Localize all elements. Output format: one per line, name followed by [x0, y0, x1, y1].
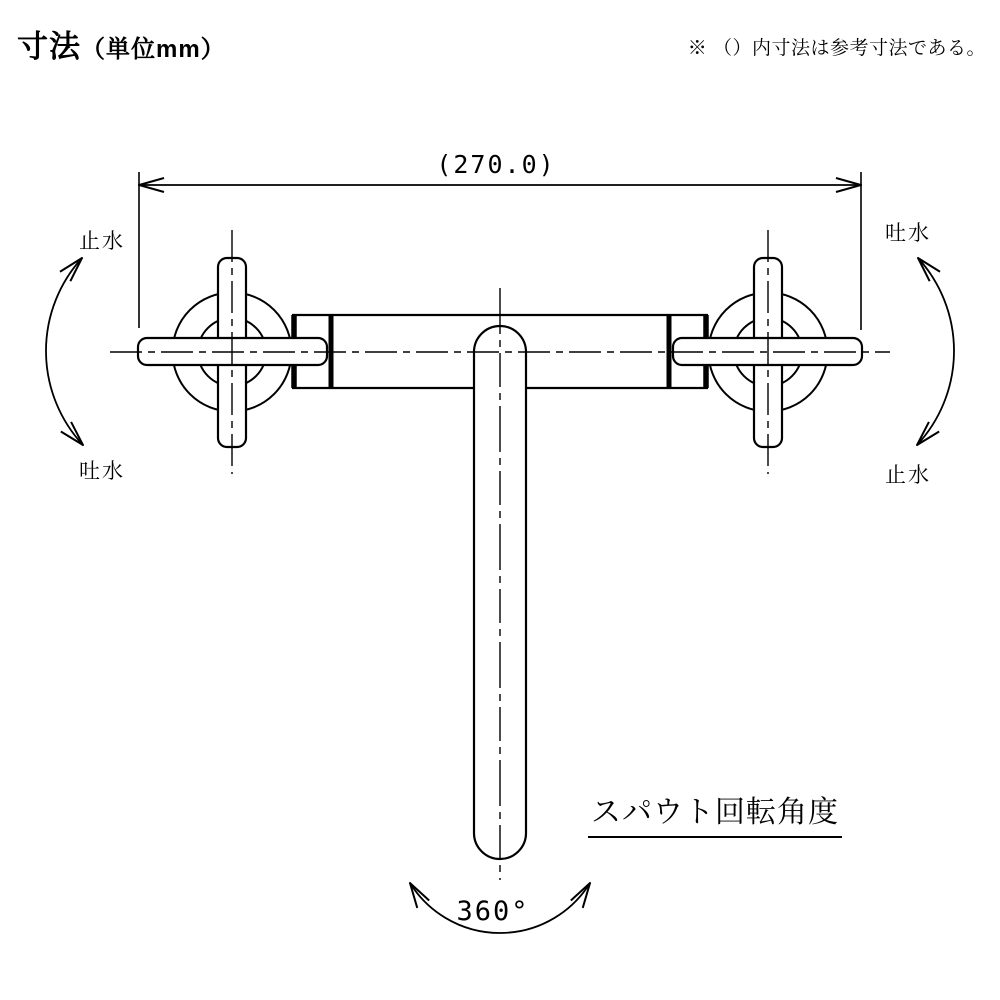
right-handle-bottom-label: 止水	[885, 464, 931, 487]
right-handle-top-label: 吐水	[885, 222, 931, 245]
reference-note: ※ （）内寸法は参考寸法である。	[687, 38, 986, 59]
left-handle-bottom-label: 吐水	[79, 460, 125, 483]
left-handle-top-label: 止水	[79, 230, 125, 253]
right-handle-rotation-arrow	[917, 258, 954, 445]
overall-width-dimension: (270.0)	[436, 150, 556, 179]
spout-rotation-caption: スパウト回転角度	[588, 787, 842, 838]
page-title-text: 寸法	[17, 29, 81, 64]
left-handle-rotation-arrow	[46, 258, 83, 445]
spout-rotation-angle-value: 360°	[456, 896, 530, 927]
page-title	[17, 21, 226, 66]
page-title-unit: （単位mm）	[81, 36, 226, 63]
